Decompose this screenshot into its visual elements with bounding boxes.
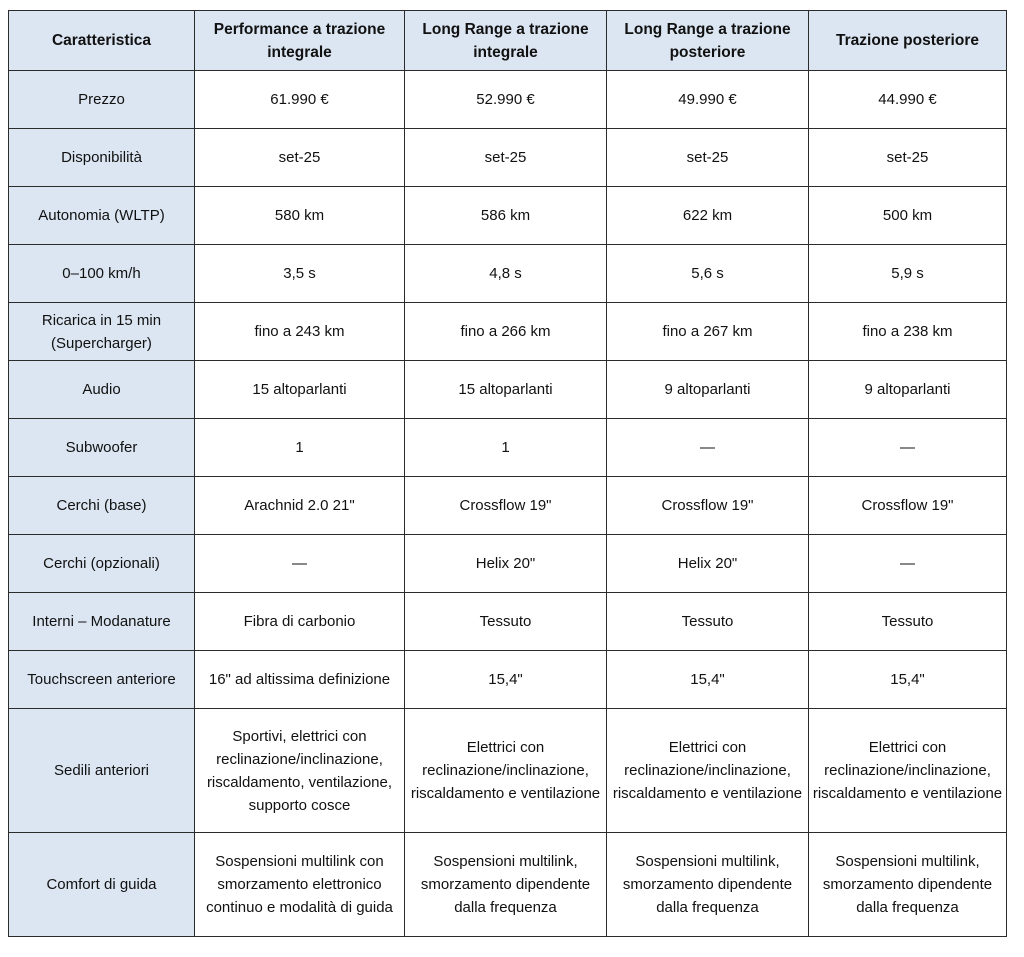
feature-cell: Cerchi (opzionali) [9, 535, 195, 593]
value-cell: 15 altoparlanti [195, 361, 405, 419]
value-cell: set-25 [195, 129, 405, 187]
table-row [9, 477, 1007, 535]
value-cell: 15 altoparlanti [405, 361, 607, 419]
table-row [9, 651, 1007, 709]
value-cell: Helix 20" [607, 535, 809, 593]
feature-cell: Touchscreen anteriore [9, 651, 195, 709]
table-row [9, 593, 1007, 651]
table-row [9, 187, 1007, 245]
value-cell: 3,5 s [195, 245, 405, 303]
feature-cell: Interni – Modanature [9, 593, 195, 651]
value-cell: Sospensioni multilink con smorzamento elettronico continuo e modalità di guida [195, 833, 405, 937]
value-cell: — [195, 535, 405, 593]
value-cell: set-25 [405, 129, 607, 187]
value-cell: 5,9 s [809, 245, 1007, 303]
value-cell: fino a 238 km [809, 303, 1007, 361]
value-cell: Elettrici con reclinazione/inclinazione, riscaldamento e ventilazione [809, 709, 1007, 833]
value-cell: Crossflow 19" [607, 477, 809, 535]
feature-cell: Prezzo [9, 71, 195, 129]
feature-cell: Ricarica in 15 min (Supercharger) [9, 303, 195, 361]
table-row [9, 71, 1007, 129]
feature-cell: Disponibilità [9, 129, 195, 187]
header-row [9, 11, 1007, 71]
comparison-table [8, 10, 1007, 937]
value-cell: Sospensioni multilink, smorzamento dipendente dalla frequenza [607, 833, 809, 937]
value-cell: Tessuto [809, 593, 1007, 651]
value-cell: 622 km [607, 187, 809, 245]
value-cell: Arachnid 2.0 21" [195, 477, 405, 535]
value-cell: 44.990 € [809, 71, 1007, 129]
table-row [9, 833, 1007, 937]
value-cell: 586 km [405, 187, 607, 245]
value-cell: 500 km [809, 187, 1007, 245]
feature-cell: 0–100 km/h [9, 245, 195, 303]
table-row [9, 303, 1007, 361]
header-cell-long-range-rwd: Long Range a trazione posteriore [607, 11, 809, 71]
value-cell: — [607, 419, 809, 477]
table-row [9, 709, 1007, 833]
value-cell: fino a 243 km [195, 303, 405, 361]
value-cell: 16" ad altissima definizione [195, 651, 405, 709]
value-cell: 1 [195, 419, 405, 477]
value-cell: 580 km [195, 187, 405, 245]
feature-cell: Autonomia (WLTP) [9, 187, 195, 245]
value-cell: 52.990 € [405, 71, 607, 129]
value-cell: Helix 20" [405, 535, 607, 593]
feature-cell: Subwoofer [9, 419, 195, 477]
value-cell: Crossflow 19" [809, 477, 1007, 535]
value-cell: — [809, 419, 1007, 477]
value-cell: Crossflow 19" [405, 477, 607, 535]
value-cell: 4,8 s [405, 245, 607, 303]
value-cell: set-25 [809, 129, 1007, 187]
value-cell: 9 altoparlanti [607, 361, 809, 419]
value-cell: 9 altoparlanti [809, 361, 1007, 419]
feature-cell: Cerchi (base) [9, 477, 195, 535]
table-row [9, 129, 1007, 187]
value-cell: set-25 [607, 129, 809, 187]
value-cell: 49.990 € [607, 71, 809, 129]
value-cell: 5,6 s [607, 245, 809, 303]
header-cell-feature: Caratteristica [9, 11, 195, 71]
table-row [9, 419, 1007, 477]
value-cell: 15,4" [405, 651, 607, 709]
value-cell: — [809, 535, 1007, 593]
feature-cell: Audio [9, 361, 195, 419]
value-cell: Sospensioni multilink, smorzamento dipendente dalla frequenza [809, 833, 1007, 937]
header-cell-performance-awd: Performance a trazione integrale [195, 11, 405, 71]
value-cell: 1 [405, 419, 607, 477]
value-cell: 15,4" [607, 651, 809, 709]
value-cell: Tessuto [405, 593, 607, 651]
table-row [9, 245, 1007, 303]
table-row [9, 535, 1007, 593]
value-cell: fino a 267 km [607, 303, 809, 361]
value-cell: Fibra di carbonio [195, 593, 405, 651]
value-cell: fino a 266 km [405, 303, 607, 361]
feature-cell: Comfort di guida [9, 833, 195, 937]
value-cell: 15,4" [809, 651, 1007, 709]
value-cell: Elettrici con reclinazione/inclinazione, riscaldamento e ventilazione [405, 709, 607, 833]
table-row [9, 361, 1007, 419]
value-cell: Tessuto [607, 593, 809, 651]
value-cell: 61.990 € [195, 71, 405, 129]
feature-cell: Sedili anteriori [9, 709, 195, 833]
header-cell-rwd: Trazione posteriore [809, 11, 1007, 71]
value-cell: Sospensioni multilink, smorzamento dipendente dalla frequenza [405, 833, 607, 937]
value-cell: Sportivi, elettrici con reclinazione/inclinazione, riscaldamento, ventilazione, supporto cosce [195, 709, 405, 833]
comparison-table-container [8, 10, 1007, 937]
header-cell-long-range-awd: Long Range a trazione integrale [405, 11, 607, 71]
value-cell: Elettrici con reclinazione/inclinazione, riscaldamento e ventilazione [607, 709, 809, 833]
